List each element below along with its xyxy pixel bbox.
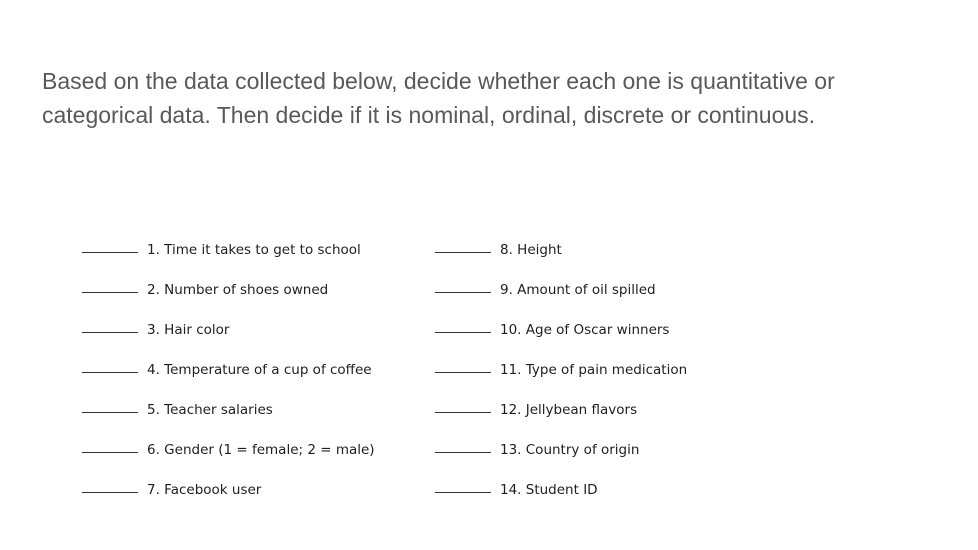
answer-blank[interactable]: [435, 412, 491, 413]
answer-blank[interactable]: [82, 492, 138, 493]
answer-blank[interactable]: [435, 492, 491, 493]
answer-blank[interactable]: [82, 332, 138, 333]
item-label: 1. Time it takes to get to school: [147, 242, 361, 258]
answer-blank[interactable]: [435, 372, 491, 373]
right-question-list: [435, 233, 855, 513]
item-label: 5. Teacher salaries: [147, 402, 273, 418]
answer-blank[interactable]: [82, 252, 138, 253]
answer-blank[interactable]: [435, 292, 491, 293]
instructions-line-1: Based on the data collected below, decide whether each one is quantitative or: [42, 68, 835, 94]
item-label: 7. Facebook user: [147, 482, 262, 498]
answer-blank[interactable]: [82, 452, 138, 453]
list-item: [435, 233, 855, 259]
item-label: 9. Amount of oil spilled: [500, 282, 656, 298]
answer-blank[interactable]: [82, 412, 138, 413]
item-label: 2. Number of shoes owned: [147, 282, 329, 298]
list-item: [435, 433, 855, 459]
item-label: 8. Height: [500, 242, 562, 258]
answer-blank[interactable]: [82, 292, 138, 293]
answer-blank[interactable]: [435, 332, 491, 333]
item-label: 12. Jellybean flavors: [500, 402, 638, 418]
answer-blank[interactable]: [435, 452, 491, 453]
answer-blank[interactable]: [82, 372, 138, 373]
answer-blank[interactable]: [435, 252, 491, 253]
item-label: 4. Temperature of a cup of coffee: [147, 362, 372, 378]
item-label: 14. Student ID: [500, 482, 598, 498]
list-item: [435, 393, 855, 419]
list-item: [435, 273, 855, 299]
item-label: 13. Country of origin: [500, 442, 640, 458]
item-label: 11. Type of pain medication: [500, 362, 688, 378]
list-item: [435, 313, 855, 339]
list-item: [435, 473, 855, 499]
instructions-text: [42, 64, 942, 132]
item-label: 10. Age of Oscar winners: [500, 322, 670, 338]
instructions-line-2: categorical data. Then decide if it is nominal, ordinal, discrete or continuous.: [42, 102, 816, 128]
item-label: 3. Hair color: [147, 322, 230, 338]
item-label: 6. Gender (1 = female; 2 = male): [147, 442, 375, 458]
list-item: [435, 353, 855, 379]
